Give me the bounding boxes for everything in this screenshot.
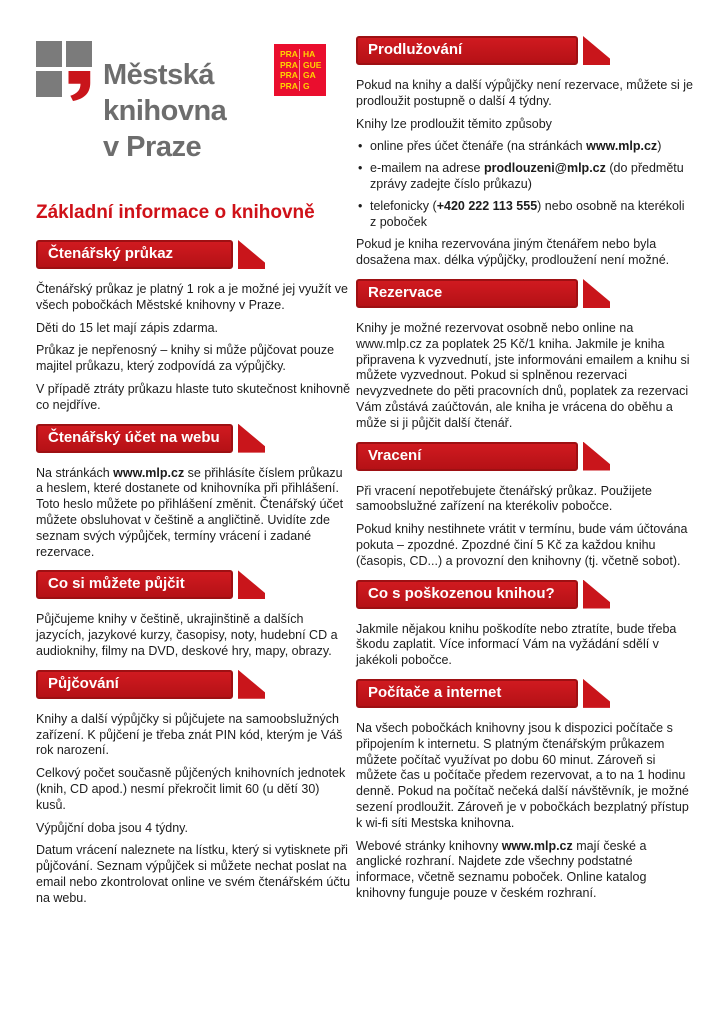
section-heading: Čtenářský průkaz xyxy=(36,240,233,269)
bold-text: prodlouzeni@mlp.cz xyxy=(483,161,606,176)
banner-arrow-icon xyxy=(583,679,610,708)
paragraph xyxy=(356,484,694,516)
text: Výpůjční doba jsou 4 týdny. xyxy=(36,820,188,835)
section xyxy=(356,679,694,902)
praha-logo-text: GUE xyxy=(303,59,322,70)
paragraph xyxy=(36,282,352,314)
bold-text: www.mlp.cz xyxy=(586,139,658,154)
text: online přes účet čtenáře (na stránkách xyxy=(370,139,587,154)
text: Pokud je kniha rezervována jiným čtenářem nebo byla dosažena max. délka výpůjčky, prodloužení není možné. xyxy=(356,237,670,268)
bullet-item xyxy=(370,161,694,193)
paragraph xyxy=(356,839,694,902)
paragraph xyxy=(36,712,352,759)
bold-text: +420 222 113 555 xyxy=(436,198,538,213)
banner-arrow-icon xyxy=(583,442,610,471)
text: Pokud na knihy a další výpůjčky není rezervace, můžete si je prodloužit postupně o další 4 týdny. xyxy=(356,78,693,108)
paragraph xyxy=(36,766,352,813)
bullet-item xyxy=(370,139,694,155)
banner-arrow-icon xyxy=(583,36,610,65)
prague-city-logo xyxy=(274,44,326,96)
banner-arrow-icon xyxy=(583,279,610,308)
praha-logo-row xyxy=(280,81,326,91)
brand-line: v Praze xyxy=(103,131,202,163)
library-name xyxy=(103,57,226,165)
text: Knihy lze prodloužit těmito způsoby xyxy=(356,116,552,131)
bullet-item xyxy=(370,199,694,231)
praha-logo-text: PRA xyxy=(280,49,300,59)
text: Děti do 15 let mají zápis zdarma. xyxy=(36,320,219,335)
section-heading: Co s poškozenou knihou? xyxy=(356,580,578,609)
praha-logo-text: HA xyxy=(303,49,316,59)
comma-icon xyxy=(66,71,92,101)
section-header-banner xyxy=(36,670,352,699)
header xyxy=(36,36,352,174)
library-logo xyxy=(36,36,226,165)
section-header-banner xyxy=(356,679,694,708)
text: Na všech pobočkách knihovny jsou k dispozici počítače s připojením k internetu. S platným čtenářským průkazem můžete počítač využívat po dobu 60 minut. Zároveň si můžete čas u počítače předem rezervovat, a to na 1 hodinu denně. Pokud na počítač nečeká další návštěvník, je možné sezení prodloužit. Zároveň je v pobočkách bezplatný přístup k wi-fi síti Mestska knihovna. xyxy=(356,720,689,830)
section xyxy=(356,580,694,669)
paragraph xyxy=(36,321,352,337)
praha-logo-text: PRA xyxy=(280,70,300,80)
brand-line: Městská xyxy=(103,59,214,91)
paragraph xyxy=(36,821,352,837)
paragraph xyxy=(356,522,694,569)
banner-arrow-icon xyxy=(583,580,610,609)
text: mají české a anglické rozhraní. Najdete zde všechny podstatné informace, včetně seznamu poboček. Online katalog knihovny funguje pouze v českém rozhraní. xyxy=(356,838,647,900)
section-heading: Počítače a internet xyxy=(356,679,578,708)
right-column xyxy=(356,36,694,912)
section xyxy=(36,424,352,561)
text: Průkaz je nepřenosný – knihy si může půjčovat pouze majitel průkazu, který zodpovídá za výpůjčky. xyxy=(36,343,335,374)
brand-line: knihovna xyxy=(103,95,227,127)
banner-arrow-icon xyxy=(238,240,265,269)
text: se přihlásíte číslem průkazu a heslem, které dostanete od knihovníka při přihlášení. Toto heslo můžete po přihlášení změnit. Čtenářský účet můžete obsluhovat v češtině a angličtině. Uvidíte zde seznam svých výpůjček, termíny vrácení i zadané rezervace. xyxy=(36,465,344,559)
bullet-list xyxy=(356,139,694,230)
text: Pokud knihy nestihnete vrátit v termínu, bude vám účtována pokuta – zpozdné. Zpozdné činí 5 Kč za každou knihu (časopis, CD...) a provozní den knihovny (tj. včetně sobot). xyxy=(356,522,688,568)
section-heading: Vracení xyxy=(356,442,578,471)
paragraph xyxy=(356,237,694,269)
logo-square xyxy=(66,41,92,67)
right-sections xyxy=(356,36,694,902)
text: Jakmile nějakou knihu poškodíte nebo ztratíte, bude třeba škodu zaplatit. Více informací Vám na vyžádání sdělí v jakékoli pobočce. xyxy=(356,621,677,668)
section-header-banner xyxy=(356,279,694,308)
banner-arrow-icon xyxy=(238,424,265,453)
bold-text: www.mlp.cz xyxy=(113,465,185,480)
paragraph xyxy=(36,466,352,561)
section-heading: Čtenářský účet na webu xyxy=(36,424,233,453)
text: e-mailem na adrese xyxy=(370,161,484,176)
paragraph xyxy=(36,382,352,414)
bold-text: www.mlp.cz xyxy=(501,838,573,853)
paragraph xyxy=(36,343,352,375)
text: ) xyxy=(657,139,662,154)
section-heading: Co si můžete půjčit xyxy=(36,570,233,599)
text: (do předmětu zprávy zadejte číslo průkazu) xyxy=(370,161,684,191)
paragraph xyxy=(36,843,352,906)
praha-logo-row xyxy=(280,60,326,70)
praha-logo-text: GA xyxy=(303,70,316,81)
section-header-banner xyxy=(356,580,694,609)
page-title: Základní informace o knihovně xyxy=(36,202,315,223)
paragraph xyxy=(356,622,694,669)
text: Na stránkách xyxy=(36,465,114,480)
paragraph xyxy=(356,117,694,133)
text: V případě ztráty průkazu hlaste tuto skutečnost knihovně co nejdříve. xyxy=(36,381,351,412)
library-logo-mark xyxy=(36,41,92,97)
section-heading: Půjčování xyxy=(36,670,233,699)
text: Datum vrácení naleznete na lístku, který si vytisknete při půjčování. Seznam výpůjček si můžete nechat poslat na email nebo zkontrolovat online ve svém čtenářském účtu na webu. xyxy=(36,843,351,905)
section xyxy=(36,570,352,659)
banner-arrow-icon xyxy=(238,670,265,699)
praha-logo-text: PRA xyxy=(280,81,300,91)
section xyxy=(356,279,694,432)
text: Webové stránky knihovny xyxy=(356,838,502,853)
section xyxy=(36,670,352,907)
section-header-banner xyxy=(356,442,694,471)
section-header-banner xyxy=(36,240,352,269)
left-sections xyxy=(36,240,352,907)
section-heading: Rezervace xyxy=(356,279,578,308)
text: ) nebo osobně na kterékoli z poboček xyxy=(370,198,685,229)
paragraph xyxy=(356,321,694,432)
section-header-banner xyxy=(356,36,694,65)
praha-logo-row xyxy=(280,70,326,80)
section-header-banner xyxy=(36,424,352,453)
section xyxy=(356,442,694,570)
praha-logo-text: PRA xyxy=(280,60,300,70)
paragraph xyxy=(36,612,352,659)
text: Knihy a další výpůjčky si půjčujete na samoobslužných zařízení. K půjčení je třeba znát PIN kód, kterým je Váš rok narození. xyxy=(36,711,343,758)
text: Půjčujeme knihy v češtině, ukrajinštině a dalších jazycích, jazykové kurzy, časopisy, noty, hudební CD a audioknihy, filmy na DVD, deskové hry, mapy, obrazy. xyxy=(36,612,338,658)
text: Čtenářský průkaz je platný 1 rok a je možné jej využít ve všech pobočkách Městské knihovny v Praze. xyxy=(36,282,348,312)
text: Při vracení nepotřebujete čtenářský průkaz. Použijete samoobslužné zařízení na kterékoliv pobočce. xyxy=(356,483,652,514)
text: telefonicky ( xyxy=(370,198,437,213)
praha-logo-row xyxy=(280,49,326,59)
logo-square xyxy=(36,71,62,97)
section-header-banner xyxy=(36,570,352,599)
paragraph xyxy=(356,78,694,110)
left-column xyxy=(36,36,352,917)
section xyxy=(356,36,694,269)
text: Celkový počet současně půjčených knihovních jednotek (knih, CD apod.) nesmí překročit limit 60 (u dětí 30) kusů. xyxy=(36,766,346,812)
section xyxy=(36,240,352,414)
text: Knihy je možné rezervovat osobně nebo online na www.mlp.cz za poplatek 25 Kč/1 kniha. Jakmile je kniha připravena k vyzvednutí, jste informováni emailem a knihu si můžete vyzvednout. Pokud si splněnou rezervaci nevyzvednete do pěti pracovních dnů, poplatek za rezervaci Vám zůstává zaúčtován, ale kniha je vrácena do oběhu a může si ji půjčit další čtenář. xyxy=(356,320,690,430)
praha-logo-text: G xyxy=(303,80,310,91)
banner-arrow-icon xyxy=(238,570,265,599)
paragraph xyxy=(356,721,694,832)
logo-square xyxy=(36,41,62,67)
section-heading: Prodlužování xyxy=(356,36,578,65)
